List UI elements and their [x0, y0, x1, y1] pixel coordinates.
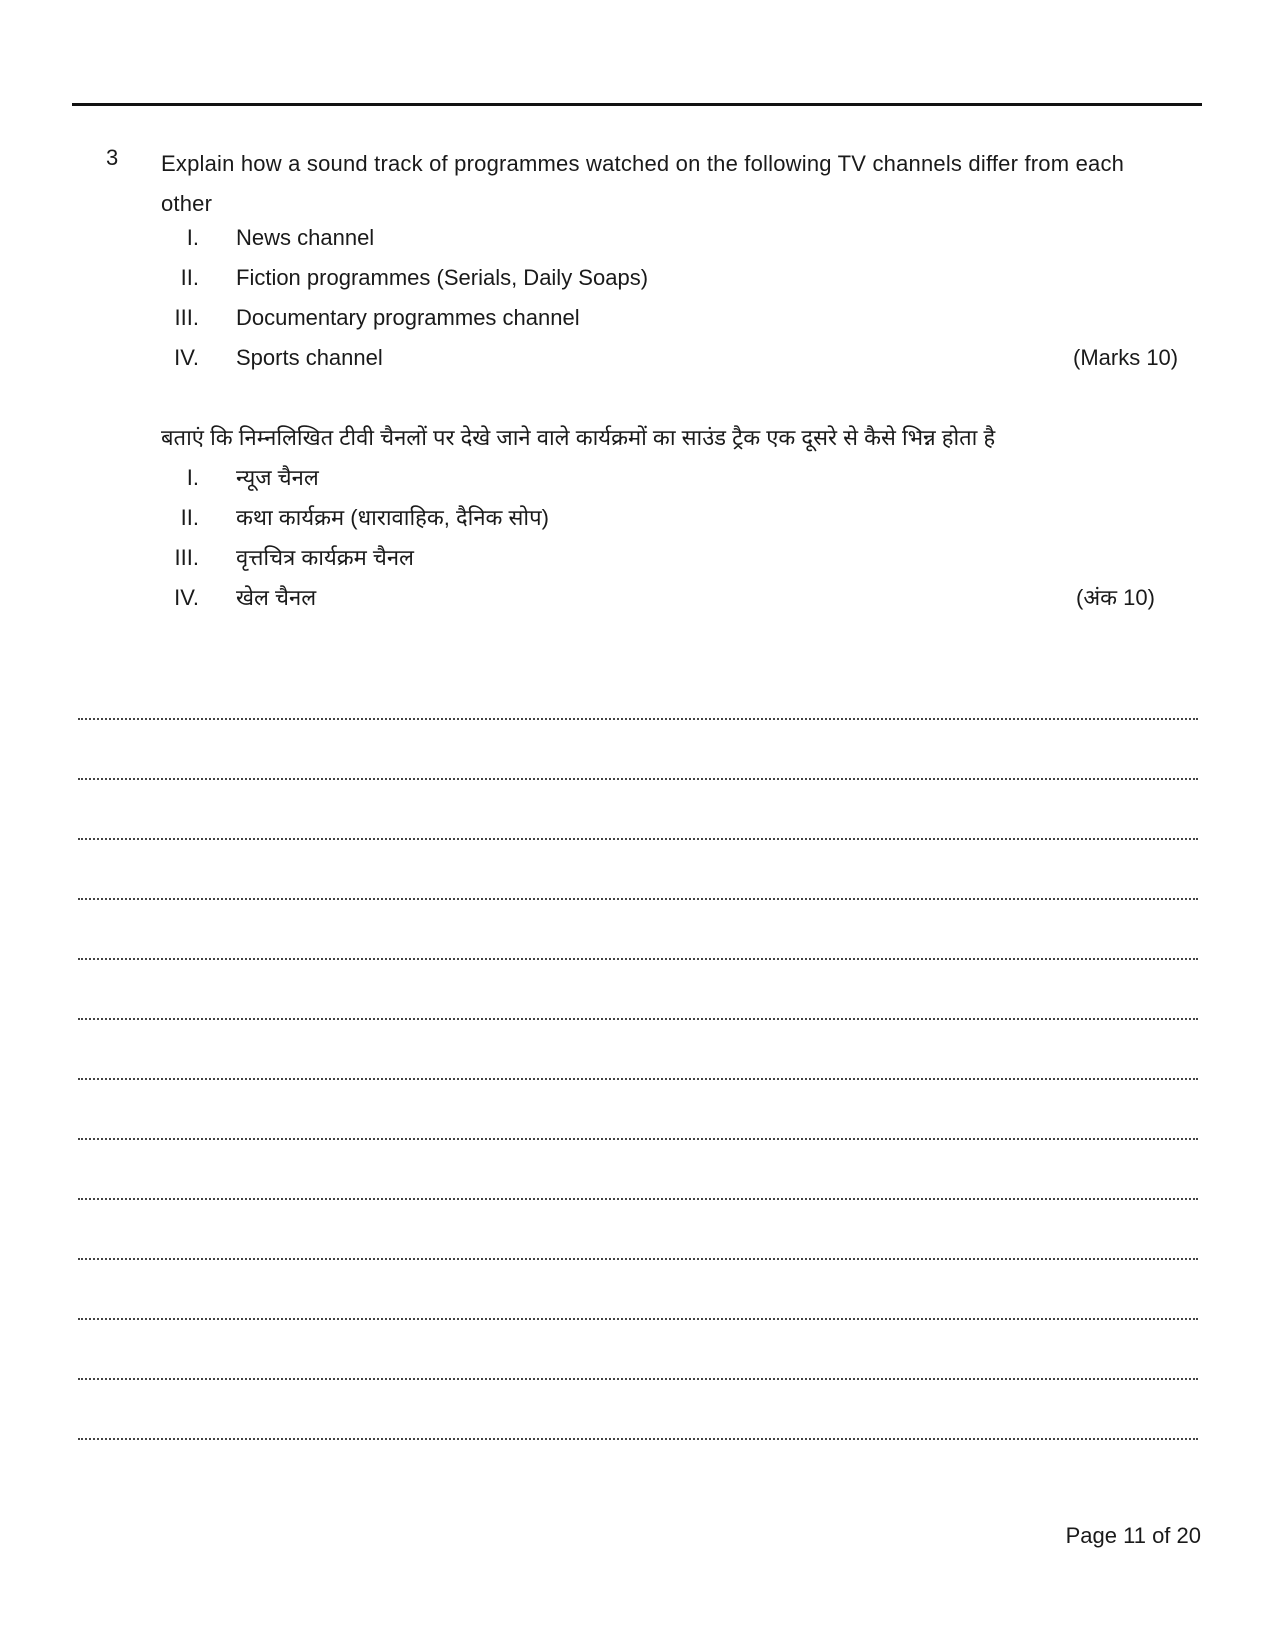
question-number: 3: [106, 145, 119, 170]
options-list-english: [161, 218, 1181, 378]
list-item: [161, 218, 1181, 258]
answer-line: [78, 660, 1198, 720]
item-numeral: I.: [186, 465, 199, 490]
item-text: Documentary programmes channel: [236, 305, 580, 330]
item-numeral: III.: [174, 545, 199, 570]
answer-line: [78, 900, 1198, 960]
options-list-hindi: [161, 458, 1181, 618]
question-text-english: Explain how a sound track of programmes watched on the following TV channels differ from each other: [161, 151, 1125, 216]
question-text-hindi: बताएं कि निम्नलिखित टीवी चैनलों पर देखे जाने वाले कार्यक्रमों का साउंड ट्रैक एक दूसरे से कैसे भिन्न होता है: [161, 425, 996, 450]
answer-line: [78, 1380, 1198, 1440]
item-text: Fiction programmes (Serials, Daily Soaps): [236, 265, 649, 290]
answer-lines: [78, 660, 1198, 1440]
answer-line: [78, 780, 1198, 840]
item-text: Sports channel: [236, 345, 383, 370]
item-numeral: IV.: [174, 345, 199, 370]
answer-line: [78, 1080, 1198, 1140]
marks-label-english: (Marks 10): [1073, 345, 1179, 370]
answer-line: [78, 840, 1198, 900]
list-item: [161, 458, 1181, 498]
item-text: कथा कार्यक्रम (धारावाहिक, दैनिक सोप): [236, 505, 549, 530]
item-text: न्यूज चैनल: [236, 465, 319, 490]
item-text: News channel: [236, 225, 375, 250]
answer-line: [78, 1200, 1198, 1260]
answer-line: [78, 1260, 1198, 1320]
list-item: [161, 538, 1181, 578]
list-item: [161, 258, 1181, 298]
list-item: [161, 578, 1181, 618]
answer-line: [78, 720, 1198, 780]
item-numeral: II.: [180, 265, 199, 290]
item-text: खेल चैनल: [236, 585, 317, 610]
item-numeral: IV.: [174, 585, 199, 610]
list-item: [161, 498, 1181, 538]
header-rule: [72, 103, 1202, 106]
item-numeral: II.: [180, 505, 199, 530]
answer-line: [78, 1320, 1198, 1380]
page-number: Page 11 of 20: [1065, 1523, 1201, 1548]
list-item: [161, 338, 1181, 378]
answer-line: [78, 1140, 1198, 1200]
answer-line: [78, 1020, 1198, 1080]
item-numeral: I.: [186, 225, 199, 250]
list-item: [161, 298, 1181, 338]
item-numeral: III.: [174, 305, 199, 330]
answer-line: [78, 960, 1198, 1020]
marks-label-hindi: (अंक 10): [1076, 585, 1155, 610]
item-text: वृत्तचित्र कार्यक्रम चैनल: [236, 545, 414, 570]
